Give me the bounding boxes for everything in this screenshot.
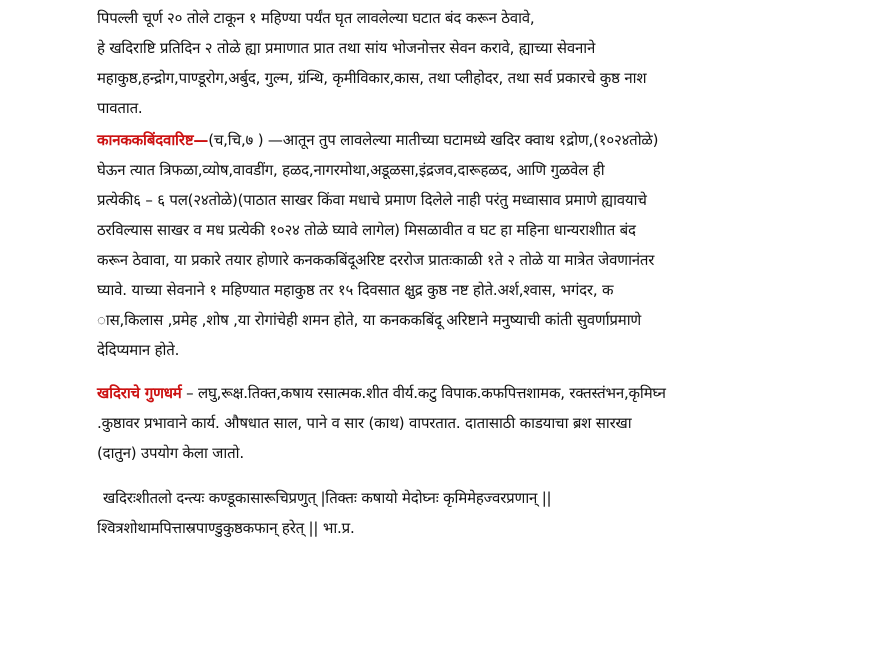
shloka-line-2: श्वित्रशोथामपित्तास्रपाण्डुकुष्ठकफान् हरेत् || भा.प्र. [97, 519, 355, 537]
shloka-line-1: खदिरःशीतलो दन्त्यः कण्डूकासारूचिप्रणुत् |तिक्तः कषायो मेदोघ्नः कृमिमेहज्वरप्रणान् || [103, 489, 552, 507]
kanaka-line-8: देदिप्यमान होते. [97, 341, 180, 359]
kanaka-line-4: ठरविल्यास साखर व मध प्रत्येकी १०२४ तोळे घ्यावे लागेल) मिसळावीत व घट हा महिना धान्यराशीात बंद [97, 221, 636, 239]
intro-line-1: पिपल्ली चूर्ण २० तोले टाकून १ महिण्या पर्यंत घृत लावलेल्या घटात बंद करून ठेवावे, [97, 9, 535, 27]
guna-line-3: (दातुन) उपयोग केला जातो. [97, 444, 244, 462]
intro-line-4: पावतात. [97, 99, 143, 117]
kanaka-line-7: ास,किलास ,प्रमेह ,शोष ,या रोगांचेही शमन होते, या कनककबिंदू अरिष्टाने मनुष्याची कांती सुवर्णाप्रमाणे [97, 311, 642, 329]
kanaka-line-2: घेऊन त्यात त्रिफळा,व्योष,वावडींग, हळद,नागरमोथा,अडूळसा,इंद्रजव,दारूहळद, आणि गुळवेल ही [97, 161, 605, 179]
guna-line-1-text: – लघु,रूक्ष.तिक्त,कषाय रसात्मक.शीत वीर्य.कटु विपाक.कफपित्तशामक, रक्तस्तंभन,कृमिघ्न [181, 384, 666, 402]
kanaka-line-6: घ्यावे. याच्या सेवनाने १ महिण्यात महाकुष्ठ तर १५ दिवसात क्षुद्र कुष्ठ नष्ट होते.अर्श,श्वास, भगंदर, क [97, 281, 614, 299]
intro-line-3: महाकुष्ठ,हन्द्रोग,पाण्डूरोग,अर्बुद, गुल्म, ग्रंन्थि, कृमीविकार,कास, तथा प्लीहोदर, तथा सर्व प्रकारचे कुष्ठ नाश [97, 69, 647, 87]
kanaka-line-1-text: (च,चि,७ ) —आतून तुप लावलेल्या मातीच्या घटामध्ये खदिर क्वाथ १द्रोण,(१०२४तोळे) [208, 131, 659, 149]
intro-line-2: हे खदिराष्टि प्रतिदिन २ तोळे ह्या प्रमाणात प्रात तथा सांय भोजनोत्तर सेवन करावे, ह्याच्या सेवनाने [97, 39, 596, 57]
guna-line-1 [97, 383, 666, 403]
guna-line-2: .कुष्ठावर प्रभावाने कार्य. औषधात साल, पाने व सार (काथ) वापरतात. दातासाठी काडयाचा ब्रश सारखा [97, 414, 632, 432]
kanaka-line-5: करून ठेवावा, या प्रकारे तयार होणारे कनककबिंदूअरिष्ट दररोज प्रातःकाळी १ते २ तोळे या मात्रेत जेवणानंतर [97, 251, 655, 269]
guna-heading: खदिराचे गुणधर्म [97, 384, 182, 402]
kanaka-line-1 [97, 130, 658, 150]
kanaka-heading: कानककबिंदवारिष्ट— [97, 131, 209, 149]
kanaka-line-3: प्रत्येकी६ – ६ पल(२४तोळे)(पाठात साखर किंवा मधाचे प्रमाण दिलेले नाही परंतु मध्वासाव प्रमाणे ह्यावयाचे [97, 191, 647, 209]
